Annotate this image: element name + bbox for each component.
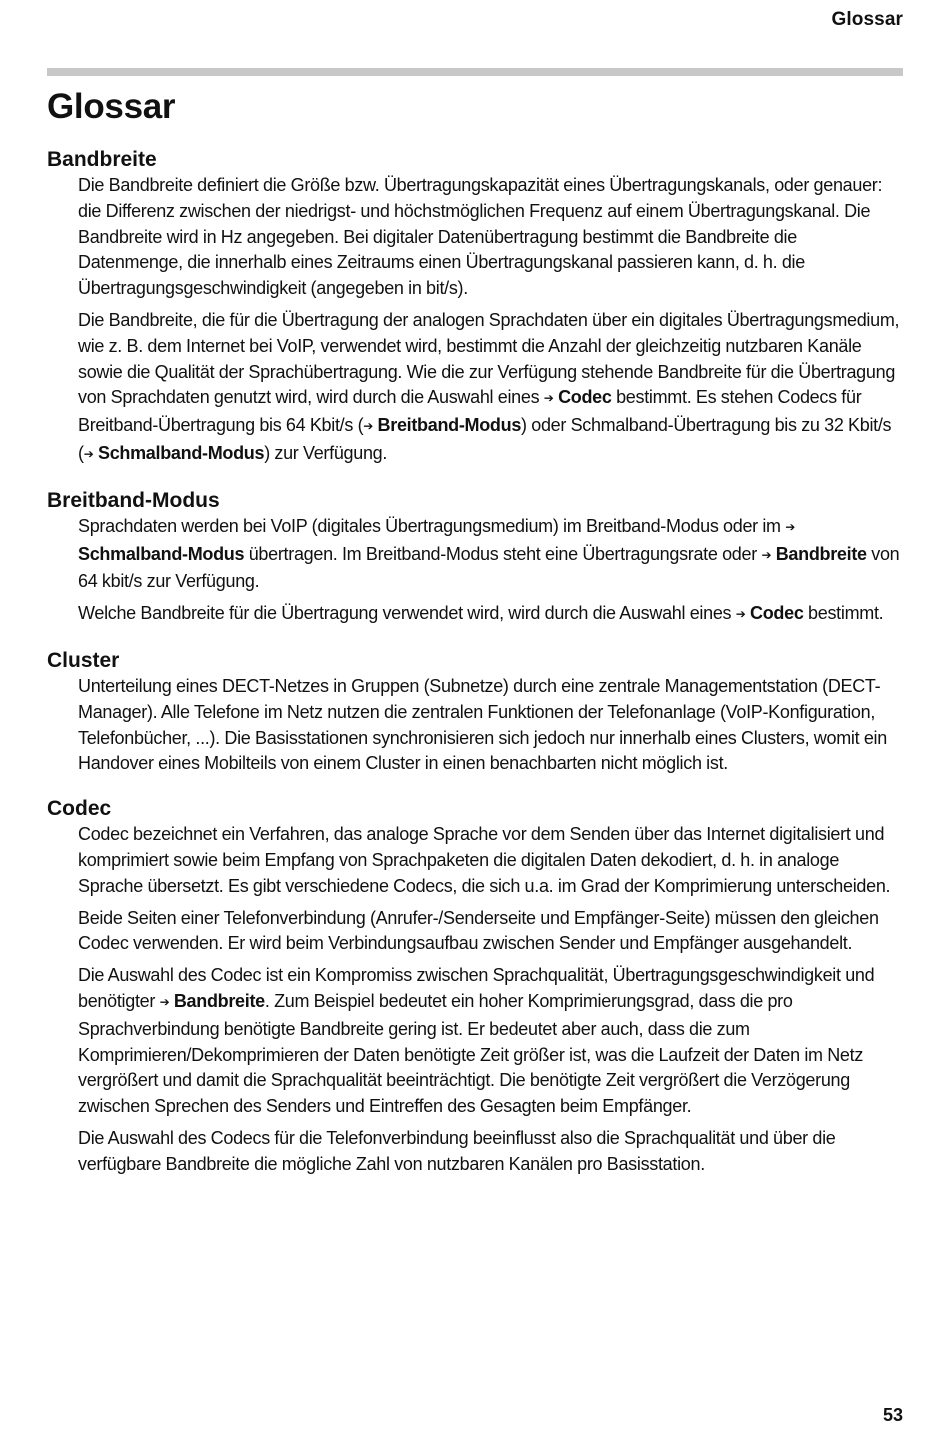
xref-arrow-icon: ➔ bbox=[543, 391, 554, 406]
definition-text: von 64 kbit/s zur Verfügung. bbox=[78, 543, 900, 592]
definition-text: bestimmt. bbox=[803, 603, 884, 624]
definition-text: . Zum Beispiel bedeutet ein hoher Komprimierungsgrad, dass die pro Sprachverbindung benötigte Bandbreite gering ist. Er bedeutet aber auch, dass die zum Komprimieren/Dekomprimieren der Daten benötigte Zeit größer ist, was die Laufzeit der Daten im Netz vergrößert und damit die Sprachqualität beeinträchtigt. Die benötigte Zeit vergrößert die Verzögerung zwischen Sprechen des Senders und Eintreffen des Gesagten beim Empfänger. bbox=[78, 990, 864, 1117]
cross-reference-link[interactable]: Schmalband-Modus bbox=[97, 442, 265, 463]
glossary-definition bbox=[78, 906, 904, 958]
glossary-definition bbox=[78, 674, 904, 777]
glossary-entry bbox=[47, 488, 907, 629]
glossary-term: Bandbreite bbox=[47, 148, 157, 171]
xref-arrow-icon: ➔ bbox=[735, 607, 746, 622]
page-title: Glossar bbox=[47, 87, 176, 126]
header-rule bbox=[47, 68, 903, 76]
xref-arrow-icon: ➔ bbox=[761, 547, 772, 562]
definition-text: Beide Seiten einer Telefonverbindung (Anrufer-/Senderseite und Empfänger-Seite) müssen den gleichen Codec verwenden. Er wird beim Verbindungsaufbau zwischen Sender und Empfänger ausgehandelt. bbox=[78, 907, 879, 954]
glossary-entry bbox=[47, 147, 907, 469]
glossary-term: Cluster bbox=[47, 648, 120, 672]
definition-text: bestimmt. Es stehen Codecs für Breitband-Übertragung bis 64 Kbit/s ( bbox=[78, 387, 862, 436]
glossary-content bbox=[47, 147, 907, 1197]
cross-reference-link[interactable]: Codec bbox=[750, 603, 804, 624]
definition-text: Codec bezeichnet ein Verfahren, das analoge Sprache vor dem Senden über das Internet digitalisiert und komprimiert sowie beim Empfang von Sprachpaketen die digitalen Daten dekodiert, d. h. in analoge Sprache übersetzt. Es gibt verschiedene Codecs, die sich u.a. im Grad der Komprimierung unterscheiden. bbox=[78, 824, 891, 896]
glossary-entry bbox=[47, 796, 907, 1177]
cross-reference-link[interactable]: Breitband-Modus bbox=[377, 415, 522, 436]
glossary-entry bbox=[47, 648, 907, 777]
definition-text: Unterteilung eines DECT-Netzes in Gruppen (Subnetze) durch eine zentrale Managementstation (DECT-Manager). Alle Telefone im Netz nutzen die zentralen Funktionen der Telefonanlage (VoIP-Konfiguration, Telefonbücher, ...). Die Basisstationen synchronisieren sich jedoch nur innerhalb eines Clusters, womit ein Handover eines Mobilteils von einem Cluster in einen benachbarten nicht möglich ist. bbox=[78, 675, 887, 774]
definition-text: Die Bandbreite definiert die Größe bzw. Übertragungskapazität eines Übertragungskanals, oder genauer: die Differenz zwischen der niedrigst- und höchstmöglichen Frequenz auf einem Übertragungskanal. Die Bandbreite wird in Hz angegeben. Bei digitaler Datenübertragung bestimmt die Bandbreite die Datenmenge, die innerhalb eines Zeitraums einen Übertragungskanal passieren kann, d. h. die Übertragungsgeschwindigkeit (angegeben in bit/s). bbox=[78, 175, 883, 299]
cross-reference-link[interactable]: Schmalband-Modus bbox=[78, 543, 245, 564]
glossary-term: Codec bbox=[47, 797, 112, 821]
definition-text: Sprachdaten werden bei VoIP (digitales Übertragungsmedium) im Breitband-Modus oder im bbox=[78, 515, 786, 536]
cross-reference-link[interactable]: Bandbreite bbox=[173, 990, 265, 1011]
xref-arrow-icon: ➔ bbox=[83, 446, 94, 461]
running-head: Glossar bbox=[831, 9, 903, 30]
glossary-definition bbox=[78, 173, 904, 302]
definition-text: übertragen. Im Breitband-Modus steht eine Übertragungsrate oder bbox=[244, 543, 762, 564]
definition-text: Welche Bandbreite für die Übertragung verwendet wird, wird durch die Auswahl eines bbox=[78, 603, 736, 624]
xref-arrow-icon: ➔ bbox=[159, 994, 170, 1009]
cross-reference-link[interactable]: Bandbreite bbox=[775, 543, 867, 564]
xref-arrow-icon: ➔ bbox=[785, 519, 796, 534]
glossary-definition bbox=[78, 1126, 904, 1178]
definition-text: Die Bandbreite, die für die Übertragung der analogen Sprachdaten über ein digitales Übertragungsmedium, wie z. B. dem Internet bei VoIP, verwendet wird, bestimmt die Anzahl der gleichzeitig nutzbaren Kanäle sowie die Qualität der Sprachübertragung. Wie die zur Verfügung stehende Bandbreite für die Übertragung von Sprachdaten genutzt wird, wird durch die Auswahl eines bbox=[78, 309, 900, 408]
glossary-definition bbox=[78, 963, 904, 1120]
definition-text: ) oder Schmalband-Übertragung bis zu 32 Kbit/s ( bbox=[78, 415, 892, 463]
cross-reference-link[interactable]: Codec bbox=[558, 387, 612, 408]
glossary-definition bbox=[78, 308, 904, 469]
xref-arrow-icon: ➔ bbox=[363, 419, 374, 434]
page-number: 53 bbox=[882, 1405, 903, 1425]
glossary-term: Breitband-Modus bbox=[47, 488, 220, 512]
glossary-definition bbox=[78, 514, 904, 595]
glossary-definition bbox=[78, 601, 904, 629]
glossary-definition bbox=[78, 822, 904, 899]
definition-text: Die Auswahl des Codecs für die Telefonverbindung beeinflusst also die Sprachqualität und über die verfügbare Bandbreite die mögliche Zahl von nutzbaren Kanälen pro Basisstation. bbox=[78, 1127, 836, 1174]
definition-text: Die Auswahl des Codec ist ein Kompromiss zwischen Sprachqualität, Übertragungsgeschwindigkeit und benötigter bbox=[78, 965, 875, 1011]
definition-text: ) zur Verfügung. bbox=[264, 442, 388, 463]
